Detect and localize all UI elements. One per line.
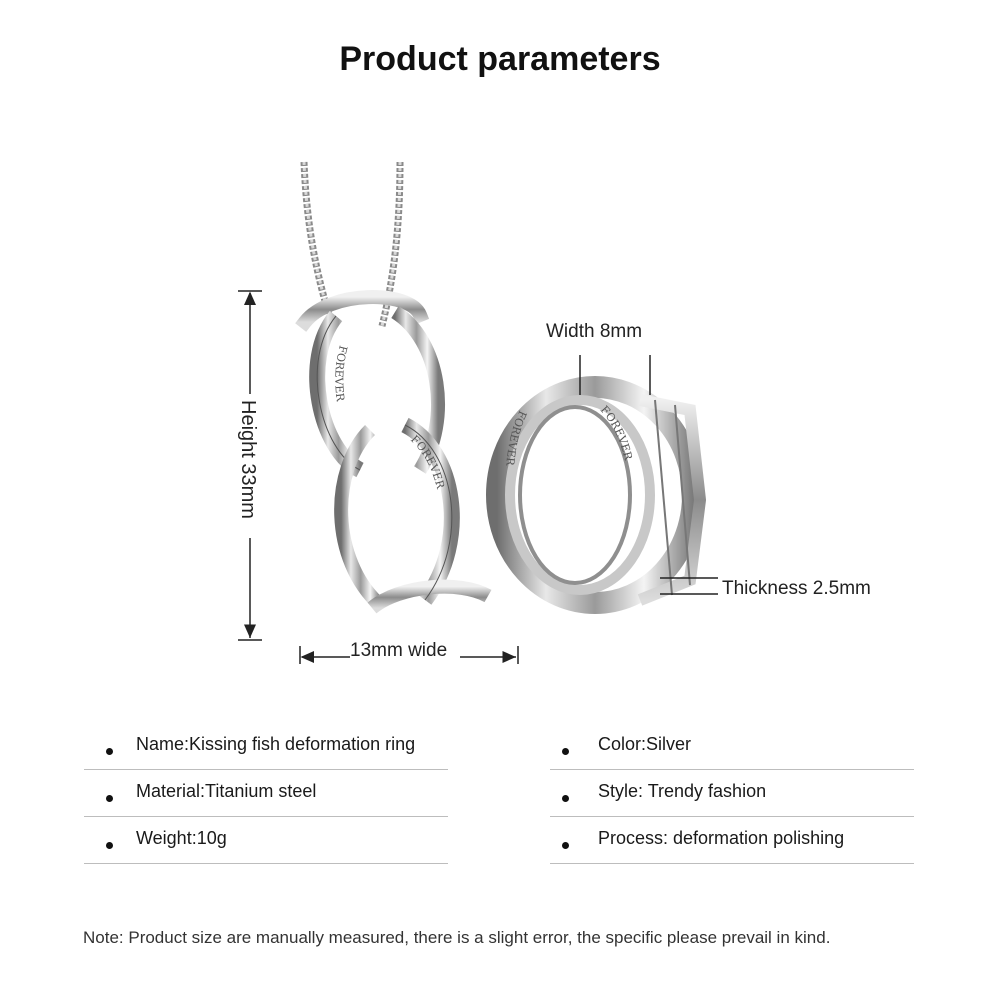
bullet-icon [106,842,113,849]
pendant-engraving-lower: FOREVER [407,432,447,491]
pendant-width-dimension [300,640,518,664]
wide-label: 13mm wide [350,640,448,661]
param-process: Process: deformation polishing [598,828,845,848]
param-row [550,818,914,864]
param-row [550,724,914,770]
param-row [84,771,448,817]
params-left [84,724,448,865]
ring-width-label: Width 8mm [546,321,643,342]
page-title: Product parameters [339,40,661,78]
bullet-icon [562,795,569,802]
bullet-icon [106,795,113,802]
bullet-icon [562,748,569,755]
param-material: Material:Titanium steel [136,781,317,801]
height-dimension [237,291,262,640]
param-name: Name:Kissing fish deformation ring [136,734,416,754]
pendant-engraving-upper: FOREVER [332,344,350,403]
thickness-label: Thickness 2.5mm [722,578,871,599]
param-row [84,724,448,770]
param-row [84,818,448,864]
bullet-icon [562,842,569,849]
bullet-icon [106,748,113,755]
param-weight: Weight:10g [136,828,227,848]
params-right [550,724,914,865]
param-style: Style: Trendy fashion [598,781,767,801]
ring [497,387,700,610]
ring-engraving-right: FOREVER [597,403,635,462]
measurement-note: Note: Product size are manually measured, there is a slight error, the specific please prevail in kind. [83,928,831,947]
param-color: Color:Silver [598,734,692,754]
height-label: Height 33mm [237,400,259,519]
param-row [550,771,914,817]
ring-engraving-left: FOREVER [503,408,530,467]
pendant [305,297,488,608]
